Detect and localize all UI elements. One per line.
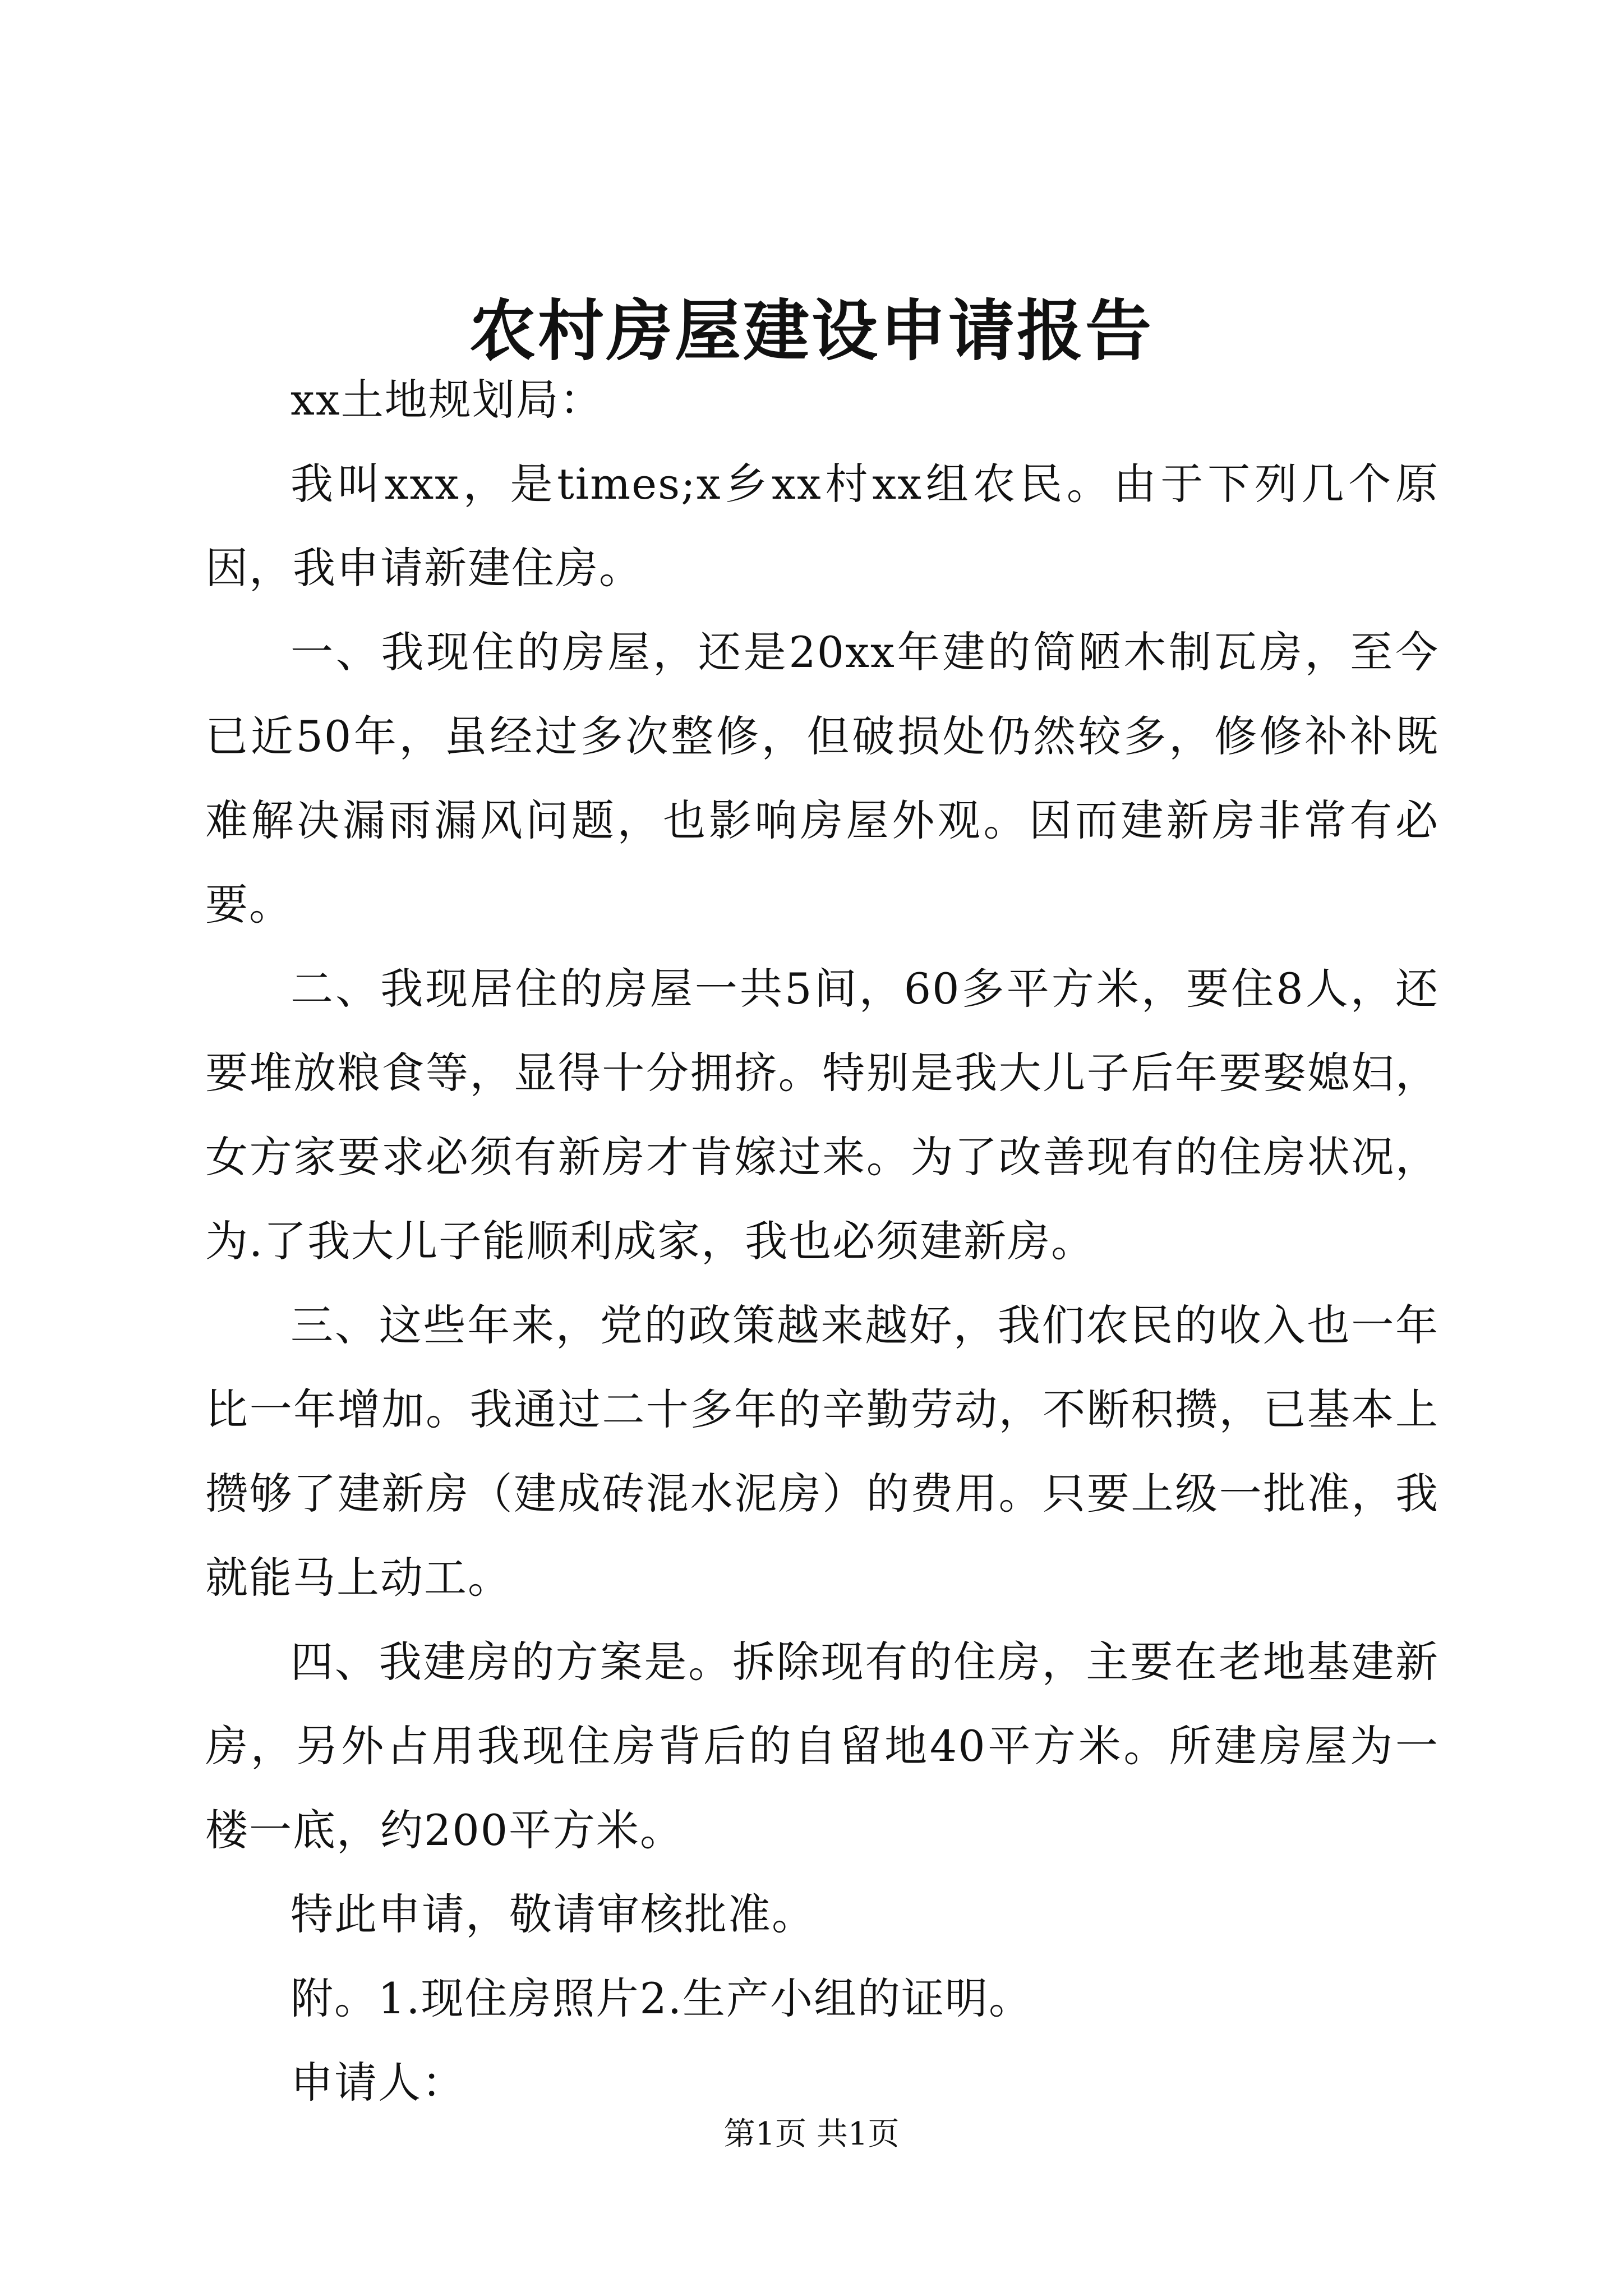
paragraph-reason-two: 二、我现居住的房屋一共5间，60多平方米，要住8人，还要堆放粮食等，显得十分拥挤。特别是我大儿子后年要娶媳妇，女方家要求必须有新房才肯嫁过来。为了改善现有的住房状况，为.了我大儿子能顺利成家，我也必须建新房。 <box>205 964 1439 1266</box>
salutation: xx土地规划局： <box>291 375 603 425</box>
paragraph-building-plan: 四、我建房的方案是。拆除现有的住房，主要在老地基建新房，另外占用我现住房背后的自留地40平方米。所建房屋为一楼一底，约200平方米。 <box>205 1637 1439 1855</box>
paragraph-intro: 我叫xxx，是times;x乡xx村xx组农民。由于下列几个原因，我申请新建住房。 <box>205 459 1439 593</box>
document-title: 农村房屋建设申请报告 <box>469 292 1154 370</box>
paragraph-reason-three: 三、这些年来，党的政策越来越好，我们农民的收入也一年比一年增加。我通过二十多年的辛勤劳动，不断积攒，已基本上攒够了建新房（建成砖混水泥房）的费用。只要上级一批准，我就能马上动工。 <box>205 1300 1439 1603</box>
document-body <box>205 358 1439 2125</box>
paragraph-attachments: 附。1.现住房照片2.生产小组的证明。 <box>291 1973 1033 2023</box>
applicant-line: 申请人： <box>291 2058 465 2108</box>
paragraph-request: 特此申请，敬请审核批准。 <box>291 1889 815 1939</box>
page-footer: 第1页 共1页 <box>723 2116 900 2152</box>
paragraph-reason-one: 一、我现住的房屋，还是20xx年建的简陋木制瓦房，至今已近50年，虽经过多次整修，但破损处仍然较多，修修补补既难解决漏雨漏风问题，也影响房屋外观。因而建新房非常有必要。 <box>205 627 1439 930</box>
